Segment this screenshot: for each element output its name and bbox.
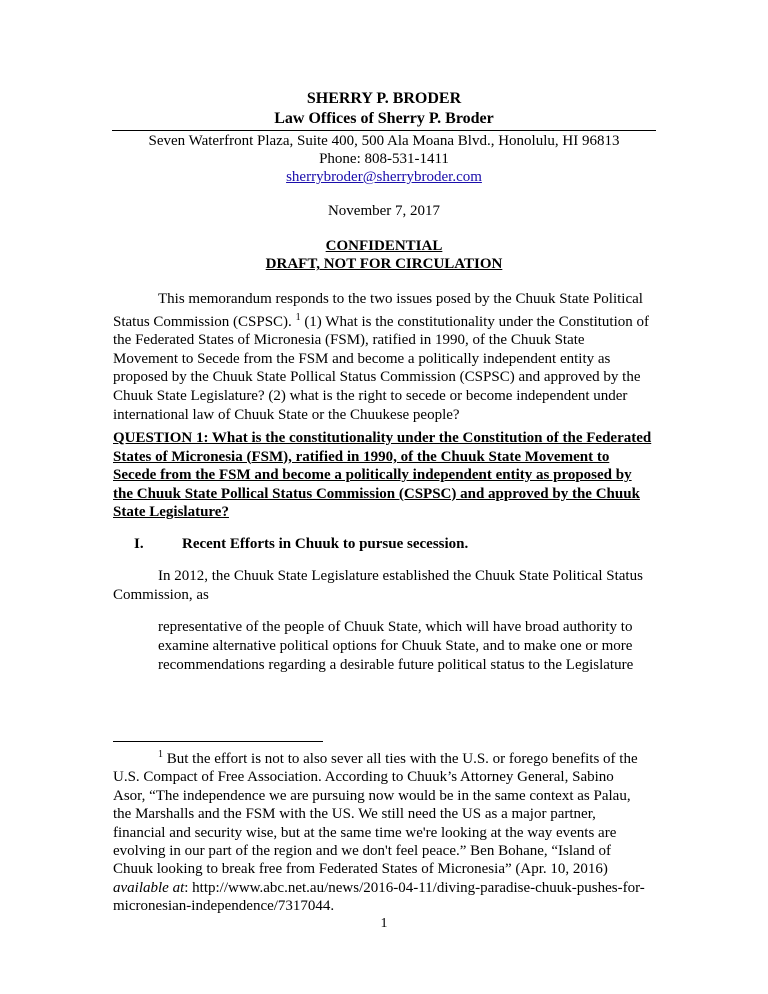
intro-line: international law of Chuuk State or the Chuukese people? xyxy=(113,406,460,423)
question-line: Secede from the FSM and become a politically independent entity as proposed by xyxy=(113,467,632,484)
quote-line: examine alternative political options for Chuuk State, and to make one or more xyxy=(158,638,633,654)
confidential-heading: CONFIDENTIAL xyxy=(325,238,443,254)
intro-line: proposed by the Chuuk State Pollical Status Commission (CSPSC) and approved by the xyxy=(113,369,641,386)
footnote-line: the Marshalls and the FSM with the US. We still need the US as a major partner, xyxy=(113,806,596,823)
footnote-line: U.S. Compact of Free Association. According to Chuuk’s Attorney General, Sabino xyxy=(113,769,614,786)
intro-line: This memorandum responds to the two issues posed by the Chuuk State Political xyxy=(158,291,643,307)
section-number: I. xyxy=(134,536,144,552)
body-line: In 2012, the Chuuk State Legislature established the Chuuk State Political Status xyxy=(158,568,643,584)
question-line: States of Micronesia (FSM), ratified in 1990, of the Chuuk State Movement to xyxy=(113,448,610,465)
section-title: Recent Efforts in Chuuk to pursue secession. xyxy=(182,536,469,552)
intro-line: Status Commission (CSPSC). $^1$ (1) What is the constitutionality under the Constitution of xyxy=(113,311,649,330)
footnote-separator xyxy=(113,741,323,742)
footnote-marker: 1 xyxy=(158,749,163,760)
footnote-url[interactable]: : http://www.abc.net.au/news/2016-04-11/diving-paradise-chuuk-pushes-for- xyxy=(184,879,645,896)
email-line xyxy=(0,169,768,186)
office-address: Seven Waterfront Plaza, Suite 400, 500 Ala Moana Blvd., Honolulu, HI 96813 xyxy=(148,133,620,149)
question-line: the Chuuk State Pollical Status Commission (CSPSC) and approved by the Chuuk xyxy=(113,485,640,502)
office-phone: Phone: 808-531-1411 xyxy=(319,151,449,167)
footnote-line: Asor, “The independence we are pursuing now would be in the same context as Palau, xyxy=(113,787,631,804)
intro-line: Movement to Secede from the FSM and become a politically independent entity as xyxy=(113,350,611,367)
body-paragraph xyxy=(113,567,658,604)
intro-line: Chuuk State Legislature? (2) what is the right to secede or become independent under xyxy=(113,387,628,404)
footnote-line: evolving in our part of the region and we don't feel peace.” Ben Bohane, “Island of xyxy=(113,843,611,860)
footnote-line: $^1$ But the effort is not to also sever all ties with the U.S. or forego benefits of the xyxy=(158,749,638,767)
footnote-line: Chuuk looking to break free from Federated States of Micronesia” (Apr. 10, 2016) xyxy=(113,861,608,878)
intro-line: the Federated States of Micronesia (FSM), ratified in 1990, of the Chuuk State xyxy=(113,332,585,349)
quote-line: recommendations regarding a desirable future political status to the Legislature xyxy=(158,657,634,673)
email-link[interactable]: sherrybroder@sherrybroder.com xyxy=(286,169,482,185)
intro-paragraph xyxy=(113,290,658,424)
footnote-line: available at: http://www.abc.net.au/news/2016-04-11/diving-paradise-chuuk-pushes-for- xyxy=(113,879,645,896)
quote-line: representative of the people of Chuuk State, which will have broad authority to xyxy=(158,619,633,635)
block-quote xyxy=(158,618,658,675)
draft-heading: DRAFT, NOT FOR CIRCULATION xyxy=(265,256,503,272)
author-name: SHERRY P. BRODER xyxy=(306,90,462,107)
footnote-line: financial and security wise, but at the same time we're looking at the way events are xyxy=(113,824,617,841)
footnote xyxy=(113,746,658,916)
law-office-name: Law Offices of Sherry P. Broder xyxy=(274,110,494,127)
body-line: Commission, as xyxy=(113,586,209,603)
footnote-line: micronesian-independence/7317044. xyxy=(113,898,335,915)
header-rule xyxy=(112,130,656,131)
page-number: 1 xyxy=(380,916,388,931)
question-line: State Legislature? xyxy=(113,504,229,521)
memo-date: November 7, 2017 xyxy=(327,203,441,219)
footnote-ref[interactable]: 1 xyxy=(295,311,301,323)
question-line: QUESTION 1: What is the constitutionality under the Constitution of the Federated xyxy=(113,430,652,446)
question-1-heading xyxy=(113,429,658,522)
